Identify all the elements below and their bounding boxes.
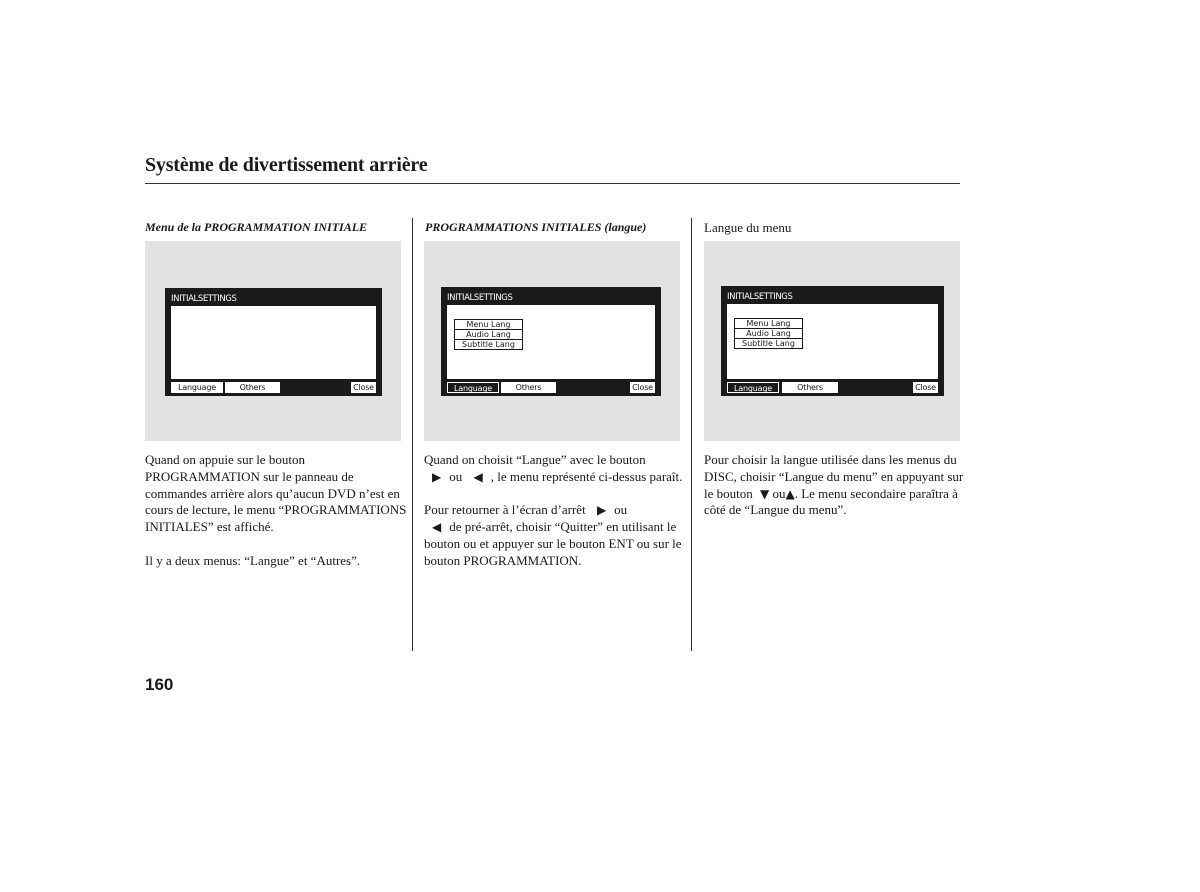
tab-close: Close bbox=[913, 382, 938, 393]
column-divider bbox=[412, 218, 413, 651]
column-divider bbox=[691, 218, 692, 651]
submenu-item-menu-lang: Menu Lang bbox=[734, 318, 803, 329]
text: Pour retourner à l’écran d’arrêt bbox=[424, 502, 586, 518]
triangle-right-icon: ▶ bbox=[432, 469, 442, 484]
column-3-heading: Langue du menu bbox=[704, 220, 792, 235]
column-2-heading: PROGRAMMATIONS INITIALES (langue) bbox=[425, 220, 647, 234]
triangle-right-icon: ▶ bbox=[596, 503, 607, 518]
title-rule bbox=[145, 183, 960, 184]
submenu-item-audio-lang: Audio Lang bbox=[454, 329, 523, 340]
column-1-text bbox=[145, 452, 407, 586]
screen-title: INITIALSETTINGS bbox=[171, 294, 237, 304]
paragraph bbox=[424, 452, 684, 486]
column-1-heading: Menu de la PROGRAMMATION INITIALE bbox=[145, 220, 368, 234]
paragraph: Il y a deux menus: “Langue” et “Autres”. bbox=[145, 552, 361, 568]
triangle-up-icon: ▲ bbox=[785, 486, 795, 501]
text: ou bbox=[614, 502, 628, 518]
text: Quand on choisit “Langue” avec le bouton bbox=[424, 452, 646, 467]
text: Pour choisir la langue utilisée dans les menus du DISC, choisir “Langue du menu” en appuyant sur le bouton bbox=[704, 452, 964, 501]
page-title: Système de divertissement arrière bbox=[145, 154, 428, 176]
tab-close: Close bbox=[630, 382, 655, 393]
triangle-left-icon: ◀ bbox=[432, 520, 442, 535]
text: ou bbox=[772, 485, 786, 501]
column-3-text bbox=[704, 452, 966, 536]
tab-language: Language bbox=[447, 382, 499, 393]
tab-others: Others bbox=[225, 382, 280, 393]
illustration-panel-3 bbox=[704, 241, 960, 441]
text: . Le menu secondaire paraîtra à côté de “Langue du menu”. bbox=[704, 485, 958, 518]
screen-area bbox=[171, 306, 376, 379]
illustration-panel-2 bbox=[424, 241, 680, 441]
submenu-item-subtitle-lang: Subtitle Lang bbox=[454, 339, 523, 350]
illustration-panel-1 bbox=[145, 241, 401, 441]
tab-language: Language bbox=[727, 382, 779, 393]
text: ou bbox=[449, 468, 463, 484]
paragraph bbox=[704, 452, 966, 519]
tab-others: Others bbox=[782, 382, 838, 393]
text: de pré-arrêt, choisir “Quitter” en utilisant le bouton ou et appuyer sur le bouton ENT ou sur le bouton PROGRAMMATION. bbox=[424, 519, 682, 568]
screen-area bbox=[447, 305, 655, 379]
screen-tabbar bbox=[447, 382, 655, 393]
tab-close: Close bbox=[351, 382, 376, 393]
tab-others: Others bbox=[501, 382, 556, 393]
screen-area bbox=[727, 304, 938, 379]
paragraph bbox=[424, 502, 684, 569]
screen-2 bbox=[441, 287, 661, 396]
screen-title: INITIALSETTINGS bbox=[727, 292, 793, 302]
screen-tabbar bbox=[171, 382, 376, 393]
text: , le menu représenté ci-dessus paraît. bbox=[490, 468, 683, 484]
submenu-item-audio-lang: Audio Lang bbox=[734, 328, 803, 339]
language-submenu bbox=[454, 319, 523, 350]
column-2-text bbox=[424, 452, 684, 586]
screen-3 bbox=[721, 286, 944, 396]
screen-tabbar bbox=[727, 382, 938, 393]
language-submenu bbox=[734, 318, 803, 349]
submenu-item-subtitle-lang: Subtitle Lang bbox=[734, 338, 803, 349]
page-number: 160 bbox=[145, 675, 174, 694]
triangle-down-icon: ▼ bbox=[760, 486, 770, 501]
tab-language: Language bbox=[171, 382, 223, 393]
triangle-left-icon: ◀ bbox=[473, 469, 483, 484]
screen-title: INITIALSETTINGS bbox=[447, 293, 513, 303]
submenu-item-menu-lang: Menu Lang bbox=[454, 319, 523, 330]
paragraph: Quand on appuie sur le bouton PROGRAMMATION sur le panneau de commandes arrière alors qu’aucun DVD n’est en cours de lecture, le menu “PROGRAMMATIONS INITIALES” est affiché. bbox=[145, 452, 407, 535]
screen-1 bbox=[165, 288, 382, 396]
